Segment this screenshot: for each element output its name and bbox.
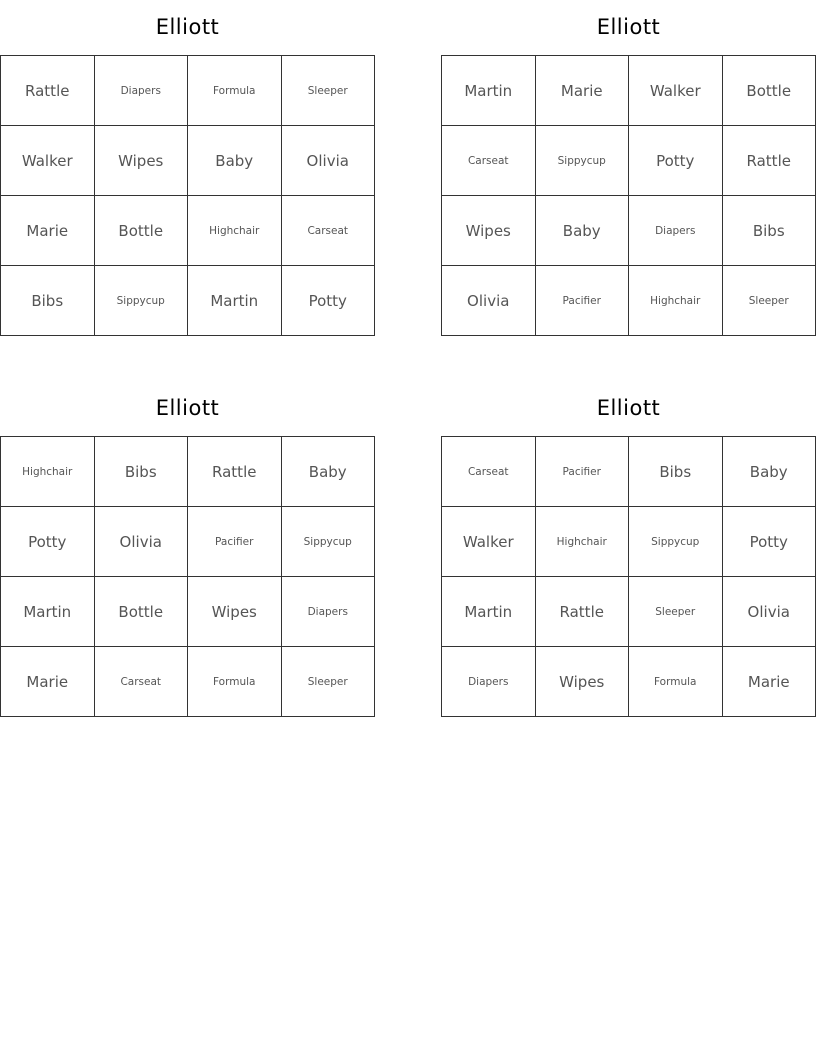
bingo-cell: Baby bbox=[536, 196, 630, 266]
bingo-cell: Bibs bbox=[629, 437, 723, 507]
bingo-cell: Sippycup bbox=[629, 507, 723, 577]
bingo-cell: Highchair bbox=[188, 196, 282, 266]
bingo-cell: Sleeper bbox=[282, 56, 376, 126]
bingo-cell: Baby bbox=[282, 437, 376, 507]
bingo-cell: Potty bbox=[1, 507, 95, 577]
bingo-cell: Diapers bbox=[282, 577, 376, 647]
bingo-cell: Carseat bbox=[95, 647, 189, 717]
bingo-cell: Olivia bbox=[723, 577, 816, 647]
bingo-cell: Diapers bbox=[442, 647, 536, 717]
bingo-cell: Pacifier bbox=[536, 437, 630, 507]
bingo-cell: Sippycup bbox=[95, 266, 189, 336]
card-title: Elliott bbox=[596, 396, 661, 420]
bingo-cell: Martin bbox=[442, 56, 536, 126]
bingo-cell: Pacifier bbox=[188, 507, 282, 577]
bingo-cell: Wipes bbox=[442, 196, 536, 266]
bingo-cell: Olivia bbox=[282, 126, 376, 196]
bingo-cell: Marie bbox=[723, 647, 816, 717]
bingo-cell: Carseat bbox=[442, 437, 536, 507]
bingo-cell: Marie bbox=[1, 647, 95, 717]
bingo-cell: Walker bbox=[442, 507, 536, 577]
bingo-cell: Wipes bbox=[536, 647, 630, 717]
bingo-cell: Bibs bbox=[723, 196, 816, 266]
bingo-cell: Rattle bbox=[536, 577, 630, 647]
bingo-cell: Olivia bbox=[95, 507, 189, 577]
card-title: Elliott bbox=[596, 15, 661, 39]
bingo-cell: Rattle bbox=[188, 437, 282, 507]
bingo-cell: Potty bbox=[723, 507, 816, 577]
bingo-cell: Walker bbox=[1, 126, 95, 196]
bingo-cell: Martin bbox=[1, 577, 95, 647]
bingo-cell: Formula bbox=[629, 647, 723, 717]
bingo-card-3 bbox=[0, 381, 375, 717]
bingo-cell: Carseat bbox=[282, 196, 376, 266]
bingo-cell: Baby bbox=[723, 437, 816, 507]
bingo-cell: Sleeper bbox=[723, 266, 816, 336]
bingo-card-2 bbox=[441, 0, 816, 336]
bingo-cell: Carseat bbox=[442, 126, 536, 196]
bingo-cell: Diapers bbox=[95, 56, 189, 126]
bingo-cell: Marie bbox=[536, 56, 630, 126]
bingo-cell: Bottle bbox=[95, 196, 189, 266]
bingo-cell: Sippycup bbox=[536, 126, 630, 196]
bingo-cell: Walker bbox=[629, 56, 723, 126]
bingo-card-4 bbox=[441, 381, 816, 717]
bingo-cell: Potty bbox=[629, 126, 723, 196]
bingo-cell: Highchair bbox=[1, 437, 95, 507]
bingo-cell: Wipes bbox=[188, 577, 282, 647]
bingo-cell: Sleeper bbox=[282, 647, 376, 717]
bingo-cell: Wipes bbox=[95, 126, 189, 196]
bingo-cell: Olivia bbox=[442, 266, 536, 336]
bingo-cell: Sippycup bbox=[282, 507, 376, 577]
bingo-cell: Bottle bbox=[95, 577, 189, 647]
bingo-cell: Highchair bbox=[536, 507, 630, 577]
bingo-cell: Pacifier bbox=[536, 266, 630, 336]
card-title: Elliott bbox=[155, 15, 220, 39]
bingo-grid bbox=[441, 55, 816, 336]
bingo-card-1 bbox=[0, 0, 375, 336]
bingo-grid bbox=[0, 55, 375, 336]
card-title: Elliott bbox=[155, 396, 220, 420]
bingo-grid bbox=[441, 436, 816, 717]
bingo-cell: Marie bbox=[1, 196, 95, 266]
bingo-cell: Martin bbox=[188, 266, 282, 336]
bingo-cell: Rattle bbox=[1, 56, 95, 126]
bingo-cell: Rattle bbox=[723, 126, 816, 196]
bingo-cell: Potty bbox=[282, 266, 376, 336]
bingo-cell: Formula bbox=[188, 56, 282, 126]
bingo-cell: Bottle bbox=[723, 56, 816, 126]
bingo-cell: Martin bbox=[442, 577, 536, 647]
bingo-cell: Sleeper bbox=[629, 577, 723, 647]
bingo-cell: Highchair bbox=[629, 266, 723, 336]
bingo-grid bbox=[0, 436, 375, 717]
bingo-cell: Diapers bbox=[629, 196, 723, 266]
bingo-cell: Baby bbox=[188, 126, 282, 196]
bingo-cell: Formula bbox=[188, 647, 282, 717]
bingo-cell: Bibs bbox=[1, 266, 95, 336]
bingo-cell: Bibs bbox=[95, 437, 189, 507]
